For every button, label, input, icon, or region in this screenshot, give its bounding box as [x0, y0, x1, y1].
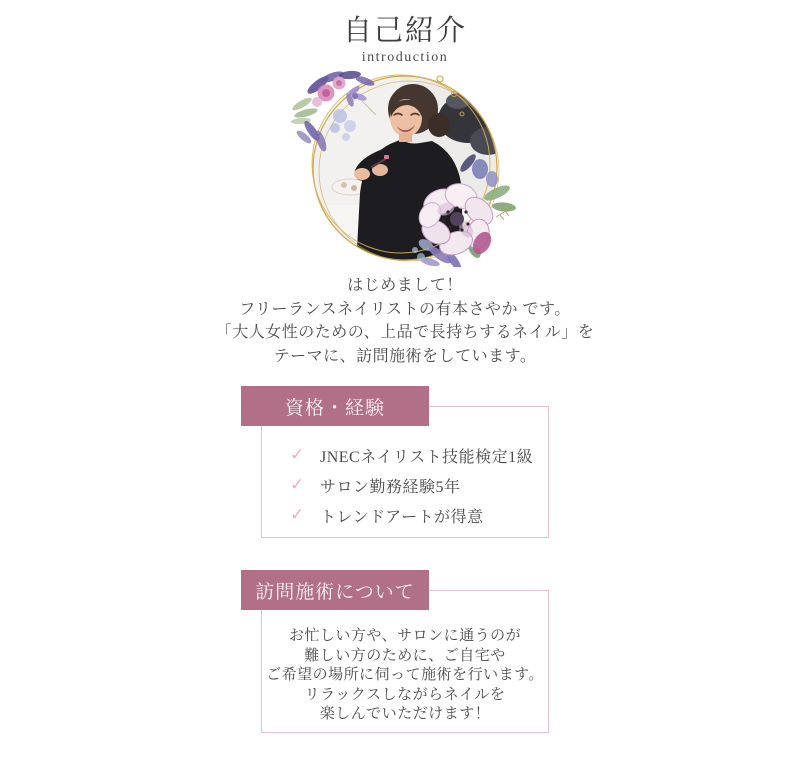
intro-line: フリーランスネイリストの有本さやか です。	[239, 300, 571, 318]
qualification-item	[290, 440, 538, 470]
qualification-item-label: トレンドアートが得意	[320, 508, 484, 526]
check-icon: ✓	[290, 504, 305, 525]
visit-service-line: ご希望の場所に伺って施術を行います。	[266, 667, 544, 683]
page-header	[0, 0, 810, 67]
section-qualifications	[261, 397, 549, 538]
visit-service-box	[261, 590, 549, 733]
intro-line: テーマに、訪問施術をしています。	[273, 347, 537, 365]
section-visit-service	[255, 581, 549, 733]
intro-line: 「大人女性のための、上品で長持ちするネイル」を	[215, 324, 595, 341]
section-qualifications-heading: 資格・経験	[241, 386, 429, 426]
qualification-item	[290, 470, 538, 500]
visit-service-line: リラックスしながらネイルを	[304, 686, 506, 703]
qualification-item-label: JNECネイリスト技能検定1級	[320, 448, 534, 466]
check-icon: ✓	[290, 444, 305, 465]
qualification-item	[290, 500, 538, 530]
profile-photo-illustration	[290, 71, 520, 267]
intro-line: はじめまして！	[347, 277, 463, 294]
visit-service-line: 楽しんでいただけます！	[319, 706, 491, 722]
section-visit-service-heading: 訪問施術について	[241, 570, 429, 610]
intro-paragraph	[0, 274, 810, 368]
profile-photo	[290, 71, 520, 267]
visit-service-line: 難しい方のために、ご自宅や	[304, 647, 506, 664]
check-icon: ✓	[290, 474, 305, 495]
visit-service-line: お忙しい方や、サロンに通うのが	[288, 628, 522, 644]
qualification-item-label: サロン勤務経験5年	[320, 478, 461, 496]
page-title: 自己紹介	[342, 15, 467, 47]
page-subtitle: introduction	[361, 50, 449, 65]
